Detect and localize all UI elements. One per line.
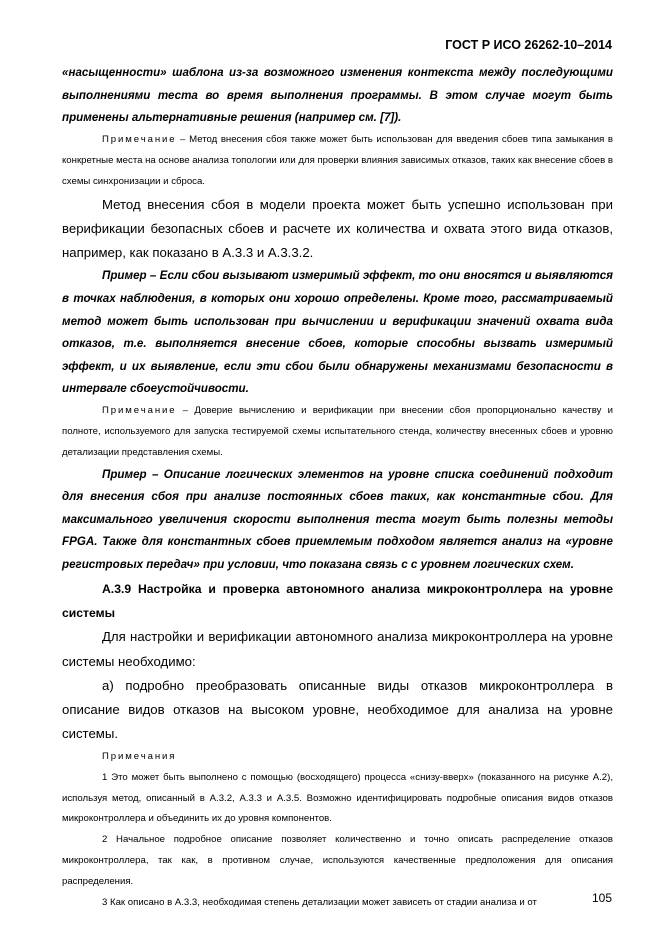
note-item-2: 2 Начальное подробное описание позволяет количественно и точно описать распределение отказов микроконтроллера, так как, в противном случае, используются качественные предположения для описания распределения. xyxy=(62,834,613,888)
body-paragraph: Метод внесения сбоя в модели проекта может быть успешно использован при верификации безопасных сбоев и расчете их количества и охвата этого вида отказов, например, как показано в А.3.3 и А.3.3.2. xyxy=(62,196,613,261)
note-2 xyxy=(62,401,613,464)
page-body xyxy=(62,62,613,914)
list-item-a: а) подробно преобразовать описанные виды отказов микроконтроллера в описание видов отказов на высоком уровне, необходимое для анализа на уровне системы. xyxy=(62,677,613,742)
body-paragraph: Для настройки и верификации автономного анализа микроконтроллера на уровне системы необходимо: xyxy=(62,629,613,669)
example-2: Пример – Описание логических элементов на уровне списка соединений подходит для внесения сбоя при анализе постоянных сбоев таких, как константные сбои. Для максимального увеличения скорости выполнения теста могут быть полезны методы FPGA. Также для константных сбоев приемлемым подходом является анализ на «уровне регистровых передач» при условии, что показана связь с с уровнем логических схем. xyxy=(62,467,613,572)
note-dash: – xyxy=(176,404,195,416)
notes-heading: Примечания xyxy=(102,750,177,762)
note-item-1: 1 Это может быть выполнено с помощью (восходящего) процесса «снизу-вверх» (показанного на рисунке А.2), используя метод, описанный в А.3.2, А.3.3 и А.3.5. Возможно идентифицировать подробные описания видов отказов микроконтроллера и объединить их до уровня компонентов. xyxy=(62,771,613,825)
note-label: Примечание xyxy=(102,404,177,416)
example-1: Пример – Если сбои вызывают измеримый эффект, то они вносятся и выявляются в точках наблюдения, в которых они хорошо определены. Кроме того, рассматриваемый метод может быть использован при вычислении и верификации значений охвата вида отказов, т.е. выполняется внесение сбоев, которые способны вызвать измеримый эффект, и их выявление, если эти сбои были обнаружены механизмами безопасности в интервале сбоеустойчивости. xyxy=(62,269,613,396)
page-number: 105 xyxy=(591,891,612,905)
document-code: ГОСТ Р ИСО 26262-10–2014 xyxy=(445,38,612,52)
note-dash: – xyxy=(176,133,190,145)
note-item-3: 3 Как описано в А.3.3, необходимая степень детализации может зависеть от стадии анализа и от xyxy=(102,897,537,909)
continued-paragraph: «насыщенности» шаблона из-за возможного изменения контекста между последующими выполнениями теста во время выполнения программы. В этом случае могут быть применены альтернативные решения (например см. [7]). xyxy=(62,66,613,125)
note-text: Метод внесения сбоя также может быть использован для введения сбоев типа замыкания в конкретные места на основе анализа топологии или для проверки влияния зависимых отказов, таких как внесение сбоев в схемы синхронизации и сброса. xyxy=(62,133,614,187)
note-1 xyxy=(62,130,613,193)
note-text: Доверие вычислению и верификации при внесении сбоя пропорционально качеству и полноте, используемого для запуска тестируемой схемы испытательного стенда, количеству внесенных сбоев и уровню детализации представления схемы. xyxy=(62,404,614,458)
section-heading: А.3.9 Настройка и проверка автономного анализа микроконтроллера на уровне системы xyxy=(62,581,613,620)
note-label: Примечание xyxy=(102,133,177,145)
